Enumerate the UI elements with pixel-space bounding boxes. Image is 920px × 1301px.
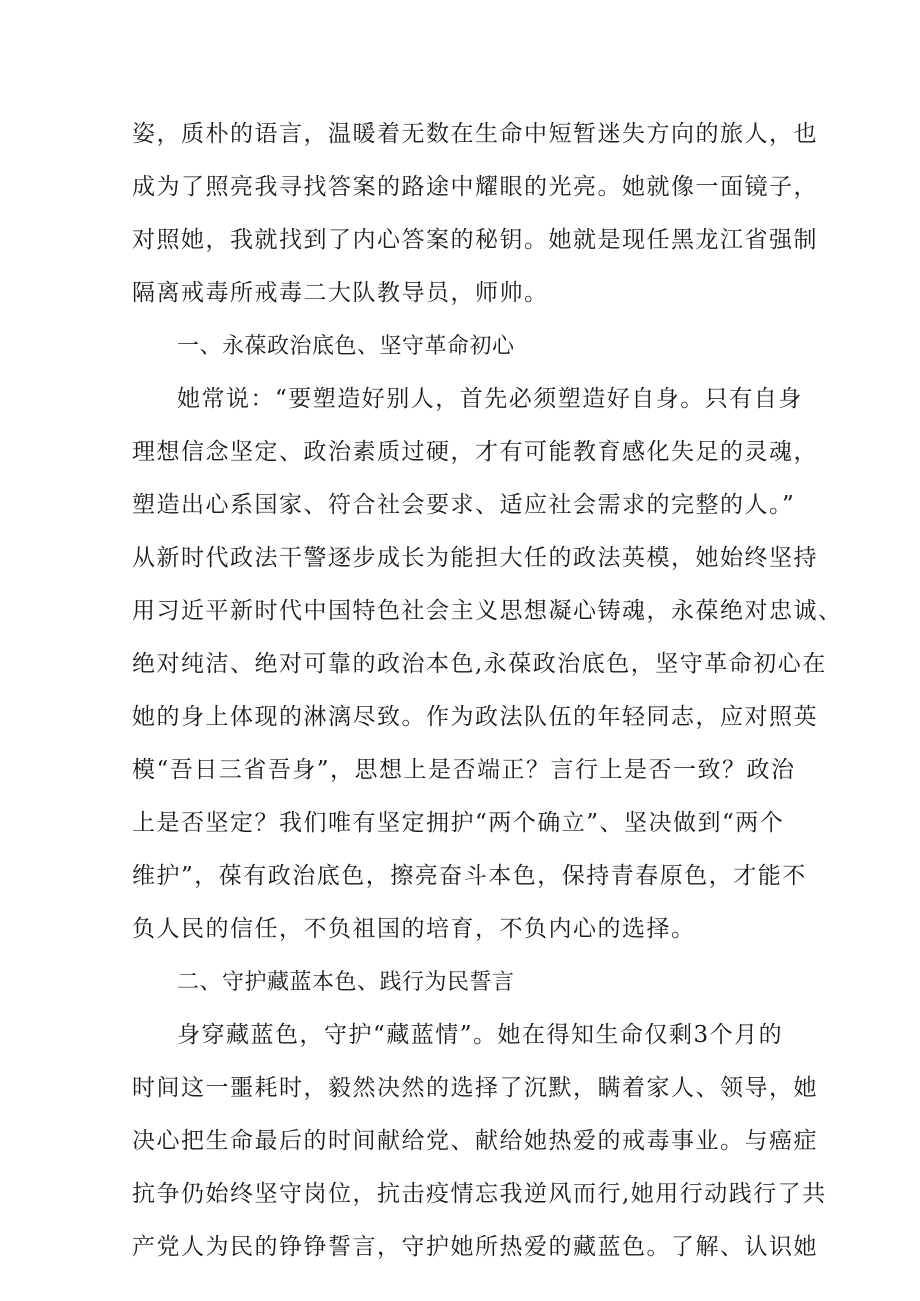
text-line: 维护”，葆有政治底色，擦亮奋斗本色，保持青春原色，才能不	[132, 863, 807, 889]
text-line: 模“吾日三省吾身”，思想上是否端正？言行上是否一致？政治	[132, 757, 796, 783]
paragraph-section-2	[132, 1009, 827, 1274]
text-line: 负人民的信任，不负祖国的培育，不负内心的选择。	[132, 916, 696, 942]
text-line: 用习近平新时代中国特色社会主义思想凝心铸魂，永葆绝对忠诚、	[132, 598, 843, 624]
text-line: 她常说：“要塑造好别人，首先必须塑造好自身。只有自身	[177, 386, 803, 412]
text-line: 隔离戒毒所戒毒二大队教导员，师帅。	[132, 280, 549, 306]
text-line: 她的身上体现的淋漓尽致。作为政法队伍的年轻同志，应对照英	[132, 704, 818, 730]
text-line: 对照她，我就找到了内心答案的秘钥。她就是现任黑龙江省强制	[132, 227, 818, 253]
paragraph-intro	[132, 108, 818, 320]
text-line: 塑造出心系国家、符合社会要求、适应社会需求的完整的人。”	[132, 492, 796, 518]
text-line: 理想信念坚定、政治素质过硬，才有可能教育感化失足的灵魂，	[132, 439, 818, 465]
document-body	[132, 108, 843, 1274]
section-heading-1: 一、永葆政治底色、坚守革命初心	[177, 334, 515, 359]
text-line: 成为了照亮我寻找答案的路途中耀眼的光亮。她就像一面镜子，	[132, 174, 818, 200]
text-line: 时间这一噩耗时，毅然决然的选择了沉默，瞒着家人、领导，她	[132, 1075, 818, 1101]
text-line: 抗争仍始终坚守岗位，抗击疫情忘我逆风而行,她用行动践行了共	[132, 1181, 827, 1207]
text-line: 身穿藏蓝色，守护“藏蓝情”。她在得知生命仅剩3个月的	[177, 1022, 784, 1048]
text-line: 姿，质朴的语言，温暖着无数在生命中短暂迷失方向的旅人，也	[132, 121, 818, 147]
text-line: 绝对纯洁、绝对可靠的政治本色,永葆政治底色，坚守革命初心在	[132, 651, 827, 677]
paragraph-section-1	[132, 373, 843, 956]
text-line: 决心把生命最后的时间献给党、献给她热爱的戒毒事业。与癌症	[132, 1128, 818, 1154]
text-line: 上是否坚定？我们唯有坚定拥护“两个确立”、坚决做到“两个	[132, 810, 785, 836]
section-heading-2: 二、守护藏蓝本色、践行为民誓言	[177, 970, 515, 995]
text-line: 产党人为民的铮铮誓言，守护她所热爱的藏蓝色。了解、认识她	[132, 1234, 818, 1260]
text-line: 从新时代政法干警逐步成长为能担大任的政法英模，她始终坚持	[132, 545, 818, 571]
